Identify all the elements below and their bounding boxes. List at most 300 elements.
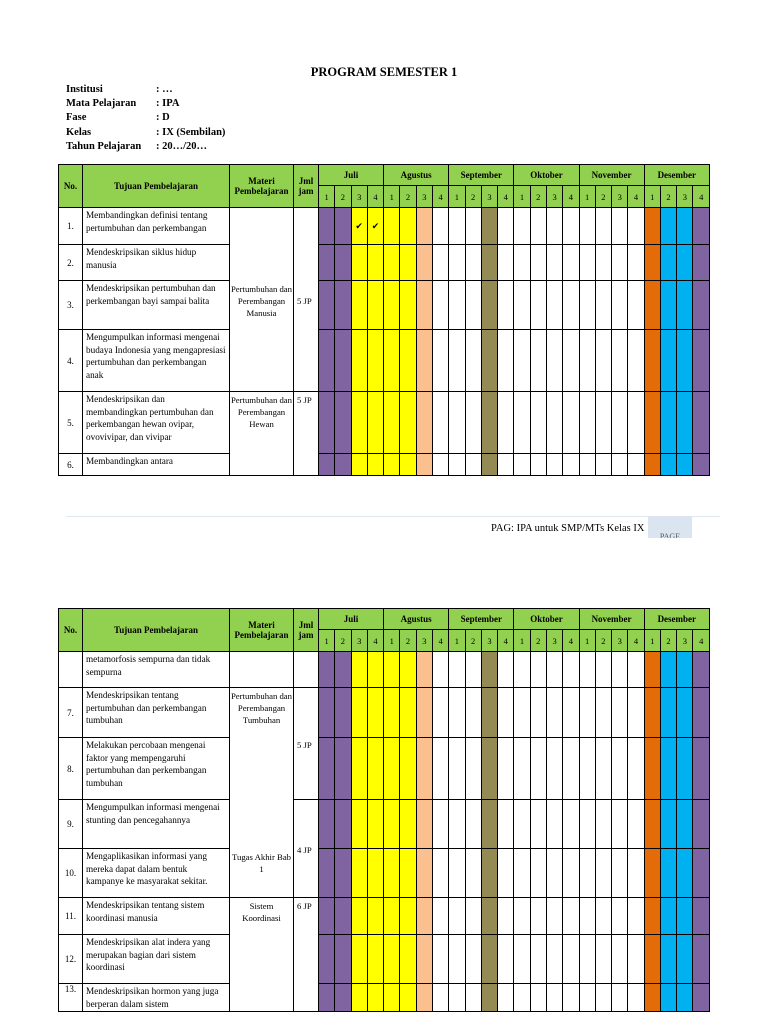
week-cell: [400, 738, 416, 800]
week-number: 3: [416, 186, 432, 208]
week-number: 1: [514, 186, 530, 208]
week-cell: [465, 330, 481, 392]
week-cell: [400, 330, 416, 392]
row-number: 13.: [59, 984, 83, 1012]
week-cell: [351, 652, 367, 688]
week-cell: [416, 935, 432, 984]
week-cell: [384, 245, 400, 281]
week-cell: [449, 652, 465, 688]
week-cell: [481, 898, 497, 935]
header-no: No.: [59, 609, 83, 652]
week-number: 2: [335, 186, 351, 208]
week-cell: [595, 849, 611, 898]
week-cell: [595, 392, 611, 454]
week-cell: [319, 935, 335, 984]
header-month: Juli: [319, 165, 384, 186]
week-cell: [579, 208, 595, 245]
week-cell: [465, 688, 481, 738]
week-cell: [546, 454, 562, 476]
week-cell: [563, 454, 579, 476]
week-cell: [367, 849, 383, 898]
week-cell: [465, 898, 481, 935]
week-cell: [367, 281, 383, 330]
week-cell: [644, 898, 660, 935]
week-cell: [530, 330, 546, 392]
week-number: 1: [579, 630, 595, 652]
week-cell: [367, 800, 383, 849]
week-cell: [644, 281, 660, 330]
week-cell: [432, 330, 448, 392]
week-cell: [530, 281, 546, 330]
week-cell: [677, 935, 693, 984]
header-month: Desember: [644, 609, 709, 630]
week-cell: [530, 984, 546, 1012]
week-cell: [693, 984, 710, 1012]
week-cell: [449, 208, 465, 245]
week-cell: [384, 208, 400, 245]
week-cell: [498, 208, 514, 245]
week-number: 2: [335, 630, 351, 652]
week-cell: [644, 935, 660, 984]
materi-cell: Pertumbuhan dan Perembangan Tumbuhan: [230, 688, 294, 800]
week-cell: [660, 738, 676, 800]
week-cell: [644, 652, 660, 688]
info-value: : 20…/20…: [156, 140, 208, 152]
week-cell: [595, 800, 611, 849]
objective-text: Membandingkan antara: [83, 454, 230, 476]
week-cell: [351, 849, 367, 898]
week-cell: [579, 984, 595, 1012]
week-cell: [660, 984, 676, 1012]
week-cell: [498, 652, 514, 688]
week-cell: [546, 935, 562, 984]
week-cell: [449, 245, 465, 281]
week-cell: [416, 392, 432, 454]
info-value: : IX (Sembilan): [156, 126, 226, 138]
week-cell: [481, 849, 497, 898]
header-tujuan: Tujuan Pembelajaran: [83, 165, 230, 208]
week-cell: [449, 392, 465, 454]
week-cell: [449, 935, 465, 984]
objective-text: Mendeskripsikan pertumbuhan dan perkembangan bayi sampai balita: [83, 281, 230, 330]
row-number: [59, 652, 83, 688]
week-cell: [579, 688, 595, 738]
week-cell: [514, 454, 530, 476]
week-cell: [546, 245, 562, 281]
week-cell: [660, 935, 676, 984]
objective-text: Mendeskripsikan hormon yang juga berperan dalam sistem: [83, 984, 230, 1012]
week-cell: [498, 898, 514, 935]
week-cell: [319, 392, 335, 454]
week-cell: [351, 800, 367, 849]
week-number: 4: [563, 186, 579, 208]
week-cell: [319, 281, 335, 330]
week-cell: [514, 800, 530, 849]
week-cell: [481, 281, 497, 330]
week-cell: [677, 849, 693, 898]
objective-text: Mendeskripsikan alat indera yang merupakan bagian dari sistem koordinasi: [83, 935, 230, 984]
week-number: 1: [319, 630, 335, 652]
week-cell: [660, 330, 676, 392]
week-cell: [644, 984, 660, 1012]
row-number: 12.: [59, 935, 83, 984]
week-cell: [319, 898, 335, 935]
info-row-tahun: [66, 140, 225, 154]
week-cell: [579, 454, 595, 476]
week-cell: [416, 738, 432, 800]
week-cell: [563, 738, 579, 800]
week-cell: [612, 688, 628, 738]
week-cell: [319, 454, 335, 476]
week-cell: [498, 392, 514, 454]
week-number: 1: [644, 186, 660, 208]
week-cell: [449, 898, 465, 935]
week-cell: [465, 935, 481, 984]
week-cell: [432, 738, 448, 800]
week-cell: [677, 898, 693, 935]
week-cell: [530, 898, 546, 935]
info-label: Fase: [66, 112, 87, 124]
week-number: 4: [432, 630, 448, 652]
week-number: 4: [432, 186, 448, 208]
week-cell: [416, 281, 432, 330]
header-jml: Jml jam: [294, 165, 319, 208]
week-cell: [660, 898, 676, 935]
week-cell: [465, 208, 481, 245]
week-number: 3: [351, 630, 367, 652]
week-cell: [660, 245, 676, 281]
week-cell: [563, 652, 579, 688]
week-cell: [351, 738, 367, 800]
week-cell: [628, 392, 644, 454]
week-number: 2: [660, 186, 676, 208]
week-number: 3: [351, 186, 367, 208]
week-cell: [530, 652, 546, 688]
week-cell: [335, 849, 351, 898]
week-cell: [579, 738, 595, 800]
week-cell: [384, 898, 400, 935]
week-cell: [465, 738, 481, 800]
week-cell: [416, 800, 432, 849]
week-cell: [514, 849, 530, 898]
footer-text: PAG: IPA untuk SMP/MTs Kelas IX: [491, 523, 645, 534]
header-materi: Materi Pembelajaran: [230, 165, 294, 208]
week-cell: [319, 245, 335, 281]
row-number: 11.: [59, 898, 83, 935]
week-cell: [351, 984, 367, 1012]
week-cell: [595, 208, 611, 245]
week-cell: [400, 454, 416, 476]
info-label: Tahun Pelajaran: [66, 140, 142, 152]
week-cell: [449, 800, 465, 849]
week-cell: [628, 984, 644, 1012]
week-cell: [693, 935, 710, 984]
week-number: 1: [384, 630, 400, 652]
week-cell: [481, 935, 497, 984]
week-cell: [612, 800, 628, 849]
week-cell: [384, 688, 400, 738]
jam-cell: 6 JP: [294, 898, 319, 1012]
week-cell: [351, 392, 367, 454]
week-cell: [498, 330, 514, 392]
objective-text: Melakukan percobaan mengenai faktor yang mempengaruhi pertumbuhan dan perkembangan tumbuhan: [83, 738, 230, 800]
week-cell: [319, 738, 335, 800]
header-materi: Materi Pembelajaran: [230, 609, 294, 652]
week-cell: [612, 738, 628, 800]
week-cell: [628, 935, 644, 984]
week-cell: [481, 984, 497, 1012]
header-jml: Jml jam: [294, 609, 319, 652]
week-cell: [693, 688, 710, 738]
week-cell: [481, 652, 497, 688]
materi-cell: Sistem Koordinasi: [230, 898, 294, 1012]
row-number: 2.: [59, 245, 83, 281]
week-cell: [367, 738, 383, 800]
week-cell: [579, 392, 595, 454]
week-cell: [514, 392, 530, 454]
schedule-table-2: [58, 608, 710, 1012]
week-cell: [660, 652, 676, 688]
week-cell: [546, 330, 562, 392]
week-cell: [432, 898, 448, 935]
week-cell: [416, 984, 432, 1012]
week-cell: [677, 688, 693, 738]
week-cell: [416, 849, 432, 898]
week-cell: [465, 245, 481, 281]
week-number: 4: [628, 186, 644, 208]
week-cell: [563, 245, 579, 281]
week-cell: [660, 688, 676, 738]
week-cell: [677, 984, 693, 1012]
week-cell: [384, 849, 400, 898]
week-cell: [384, 330, 400, 392]
week-cell: [579, 800, 595, 849]
week-cell: [563, 898, 579, 935]
week-cell: [384, 281, 400, 330]
week-cell: [367, 652, 383, 688]
week-cell: [416, 330, 432, 392]
week-cell: [677, 392, 693, 454]
week-cell: [335, 898, 351, 935]
objective-text: Mendeskripsikan dan membandingkan pertumbuhan dan perkembangan hewan ovipar, ovovivipar, dan vivipar: [83, 392, 230, 454]
week-number: 3: [546, 630, 562, 652]
week-cell: [432, 392, 448, 454]
week-cell: [546, 281, 562, 330]
week-number: 4: [498, 630, 514, 652]
week-cell: [384, 454, 400, 476]
week-cell: [481, 245, 497, 281]
week-cell: [400, 984, 416, 1012]
week-number: 1: [514, 630, 530, 652]
info-block: [66, 83, 225, 154]
week-cell: [644, 392, 660, 454]
week-cell: [563, 800, 579, 849]
info-label: Institusi: [66, 84, 103, 95]
week-cell: [628, 281, 644, 330]
week-cell: [595, 245, 611, 281]
week-cell: [400, 245, 416, 281]
week-number: 2: [595, 186, 611, 208]
week-cell: [530, 800, 546, 849]
week-cell: [400, 849, 416, 898]
objective-text: Mengumpulkan informasi mengenai stunting dan pencegahannya: [83, 800, 230, 849]
week-cell: [498, 849, 514, 898]
week-cell: [432, 984, 448, 1012]
jam-cell: 5 JP: [294, 208, 319, 392]
row-number: 6.: [59, 454, 83, 476]
week-number: 3: [416, 630, 432, 652]
week-cell: [319, 849, 335, 898]
objective-text: metamorfosis sempurna dan tidak sempurna: [83, 652, 230, 688]
week-cell: [579, 281, 595, 330]
week-cell: [384, 800, 400, 849]
week-cell: [400, 688, 416, 738]
week-cell: [530, 392, 546, 454]
week-cell: [351, 935, 367, 984]
week-cell: [644, 738, 660, 800]
week-number: 1: [449, 186, 465, 208]
week-cell: [400, 392, 416, 454]
week-number: 3: [612, 630, 628, 652]
week-number: 4: [367, 630, 383, 652]
row-number: 7.: [59, 688, 83, 738]
week-number: 4: [367, 186, 383, 208]
week-cell: [612, 281, 628, 330]
week-cell: [498, 738, 514, 800]
week-cell: [498, 688, 514, 738]
week-cell: [677, 245, 693, 281]
objective-text: Mengaplikasikan informasi yang mereka dapat dalam bentuk kampanye ke masyarakat sekitar.: [83, 849, 230, 898]
week-cell: [335, 208, 351, 245]
week-cell: [465, 984, 481, 1012]
week-cell: [563, 330, 579, 392]
week-cell: [400, 652, 416, 688]
week-cell: [335, 800, 351, 849]
week-cell: [449, 849, 465, 898]
week-cell: [335, 688, 351, 738]
week-number: 3: [546, 186, 562, 208]
week-cell: [530, 688, 546, 738]
week-number: 1: [449, 630, 465, 652]
week-number: 3: [612, 186, 628, 208]
week-cell: [612, 245, 628, 281]
week-number: 1: [579, 186, 595, 208]
week-cell: [465, 392, 481, 454]
materi-cell: [230, 652, 294, 688]
week-cell: [335, 935, 351, 984]
week-cell: [514, 984, 530, 1012]
week-number: 2: [660, 630, 676, 652]
week-cell: [546, 800, 562, 849]
week-number: 3: [677, 186, 693, 208]
week-cell: [677, 800, 693, 849]
week-cell: [660, 849, 676, 898]
week-cell: [498, 454, 514, 476]
materi-cell: Pertumbuhan dan Perembangan Manusia: [230, 208, 294, 392]
week-number: 4: [693, 630, 710, 652]
week-cell: [465, 454, 481, 476]
week-cell: [677, 652, 693, 688]
week-cell: [546, 688, 562, 738]
week-cell: [400, 935, 416, 984]
week-cell: [465, 849, 481, 898]
info-row-institusi: [66, 83, 225, 97]
info-row-fase: [66, 111, 225, 125]
week-cell: [498, 935, 514, 984]
week-number: 1: [644, 630, 660, 652]
week-cell: [367, 392, 383, 454]
week-cell: [319, 984, 335, 1012]
week-cell: [498, 245, 514, 281]
week-cell: [335, 281, 351, 330]
week-cell: [481, 688, 497, 738]
week-cell: [367, 935, 383, 984]
header-tujuan: Tujuan Pembelajaran: [83, 609, 230, 652]
week-cell: [644, 208, 660, 245]
week-cell: [563, 984, 579, 1012]
row-number: 4.: [59, 330, 83, 392]
week-cell: [335, 652, 351, 688]
week-cell: [677, 454, 693, 476]
week-number: 3: [481, 630, 497, 652]
jam-cell: 5 JP: [294, 688, 319, 800]
week-cell: [579, 935, 595, 984]
week-cell: [644, 849, 660, 898]
week-cell: [351, 245, 367, 281]
check-mark: ✔: [367, 208, 383, 245]
week-number: 2: [595, 630, 611, 652]
week-cell: [367, 454, 383, 476]
week-cell: [416, 898, 432, 935]
week-cell: [432, 849, 448, 898]
week-cell: [628, 454, 644, 476]
week-cell: [628, 330, 644, 392]
week-cell: [367, 245, 383, 281]
info-label: Kelas: [66, 126, 92, 138]
row-number: 8.: [59, 738, 83, 800]
week-cell: [319, 652, 335, 688]
week-cell: [449, 330, 465, 392]
week-cell: [335, 330, 351, 392]
week-cell: [481, 392, 497, 454]
week-cell: [693, 898, 710, 935]
week-cell: [693, 281, 710, 330]
week-cell: [481, 738, 497, 800]
week-cell: [335, 392, 351, 454]
week-cell: [693, 454, 710, 476]
objective-text: Mendeskripsikan tentang pertumbuhan dan perkembangan tumbuhan: [83, 688, 230, 738]
week-cell: [335, 454, 351, 476]
week-cell: [530, 454, 546, 476]
week-cell: [384, 392, 400, 454]
week-cell: [644, 330, 660, 392]
header-month: Agustus: [384, 609, 449, 630]
week-cell: [449, 738, 465, 800]
week-cell: [416, 454, 432, 476]
week-cell: [530, 849, 546, 898]
footer-divider: [66, 516, 720, 517]
week-cell: [498, 281, 514, 330]
info-value: : IPA: [156, 98, 180, 110]
week-number: 4: [563, 630, 579, 652]
week-cell: [595, 738, 611, 800]
week-cell: [595, 688, 611, 738]
objective-text: Mengumpulkan informasi mengenai budaya Indonesia yang mengapresiasi pertumbuhan dan perkembangan anak: [83, 330, 230, 392]
week-cell: [612, 392, 628, 454]
info-label: Mata Pelajaran: [66, 98, 137, 110]
info-value: : …: [156, 84, 173, 95]
header-month: Juli: [319, 609, 384, 630]
